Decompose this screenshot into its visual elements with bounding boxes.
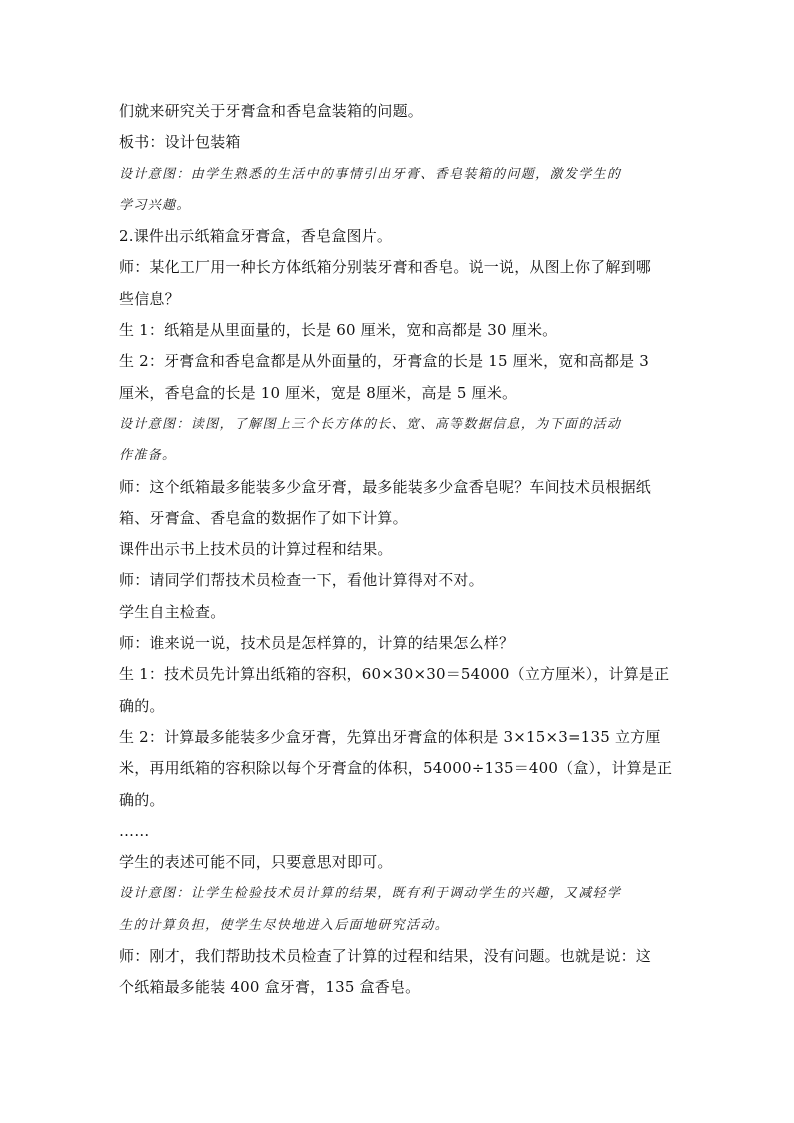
text-line: 板书：设计包装箱 [119,133,241,152]
ellipsis-line: …… [119,821,150,840]
text-line: 师：刚才，我们帮助技术员检查了计算的过程和结果，没有问题。也就是说：这 [119,947,652,966]
text-line: 们就来研究关于牙膏盒和香皂盒装箱的问题。 [119,102,424,120]
design-intent-note: 作准备。 [119,448,177,464]
design-intent-note: 设计意图：由学生熟悉的生活中的事情引出牙膏、香皂装箱的问题，激发学生的 [119,166,622,182]
text-line: 生 1：技术员先计算出纸箱的容积，60×30×30＝54000（立方厘米），计算是正 [119,665,670,684]
text-line: 个纸箱最多能装 400 盒牙膏，135 盒香皂。 [119,978,421,997]
text-line: 师：谁来说一说，技术员是怎样算的，计算的结果怎么样？ [119,634,515,653]
text-line: 课件出示书上技术员的计算过程和结果。 [119,540,393,559]
text-line: 米，再用纸箱的容积除以每个牙膏盒的体积，54000÷135＝400（盒），计算是正 [119,759,673,778]
text-line: 师：请同学们帮技术员检查一下，看他计算得对不对。 [119,571,484,590]
text-line: 生 1：纸箱是从里面量的，长是 60 厘米，宽和高都是 30 厘米。 [119,321,558,340]
document-content [119,96,679,1004]
text-line: 学生的表述可能不同，只要意思对即可。 [119,853,393,872]
text-line: 生 2：牙膏盒和香皂盒都是从外面量的，牙膏盒的长是 15 厘米，宽和高都是 3 [119,352,650,371]
design-intent-note: 学习兴趣。 [119,197,191,213]
design-intent-note: 设计意图：让学生检验技术员计算的结果，既有利于调动学生的兴趣，又减轻学 [119,886,622,902]
text-line: 厘米，香皂盒的长是 10 厘米，宽是 8厘米，高是 5 厘米。 [119,383,518,402]
text-line: 师：某化工厂用一种长方体纸箱分别装牙膏和香皂。说一说，从图上你了解到哪 [119,258,652,277]
text-line: 学生自主检查。 [119,602,226,621]
text-line: 生 2：计算最多能装多少盒牙膏，先算出牙膏盒的体积是 3×15×3=135 立方厘 [119,727,661,746]
text-line: 箱、牙膏盒、香皂盒的数据作了如下计算。 [119,508,408,527]
design-intent-note: 设计意图：读图，了解图上三个长方体的长、宽、高等数据信息，为下面的活动 [119,416,622,432]
text-line: 2.课件出示纸箱盒牙膏盒，香皂盒图片。 [119,227,393,246]
text-line: 确的。 [119,696,165,715]
text-line: 确的。 [119,790,165,809]
text-line: 师：这个纸箱最多能装多少盒牙膏，最多能装多少盒香皂呢？车间技术员根据纸 [119,477,652,496]
text-line: 些信息？ [119,289,180,308]
design-intent-note: 生的计算负担，使学生尽快地进入后面地研究活动。 [119,917,450,933]
